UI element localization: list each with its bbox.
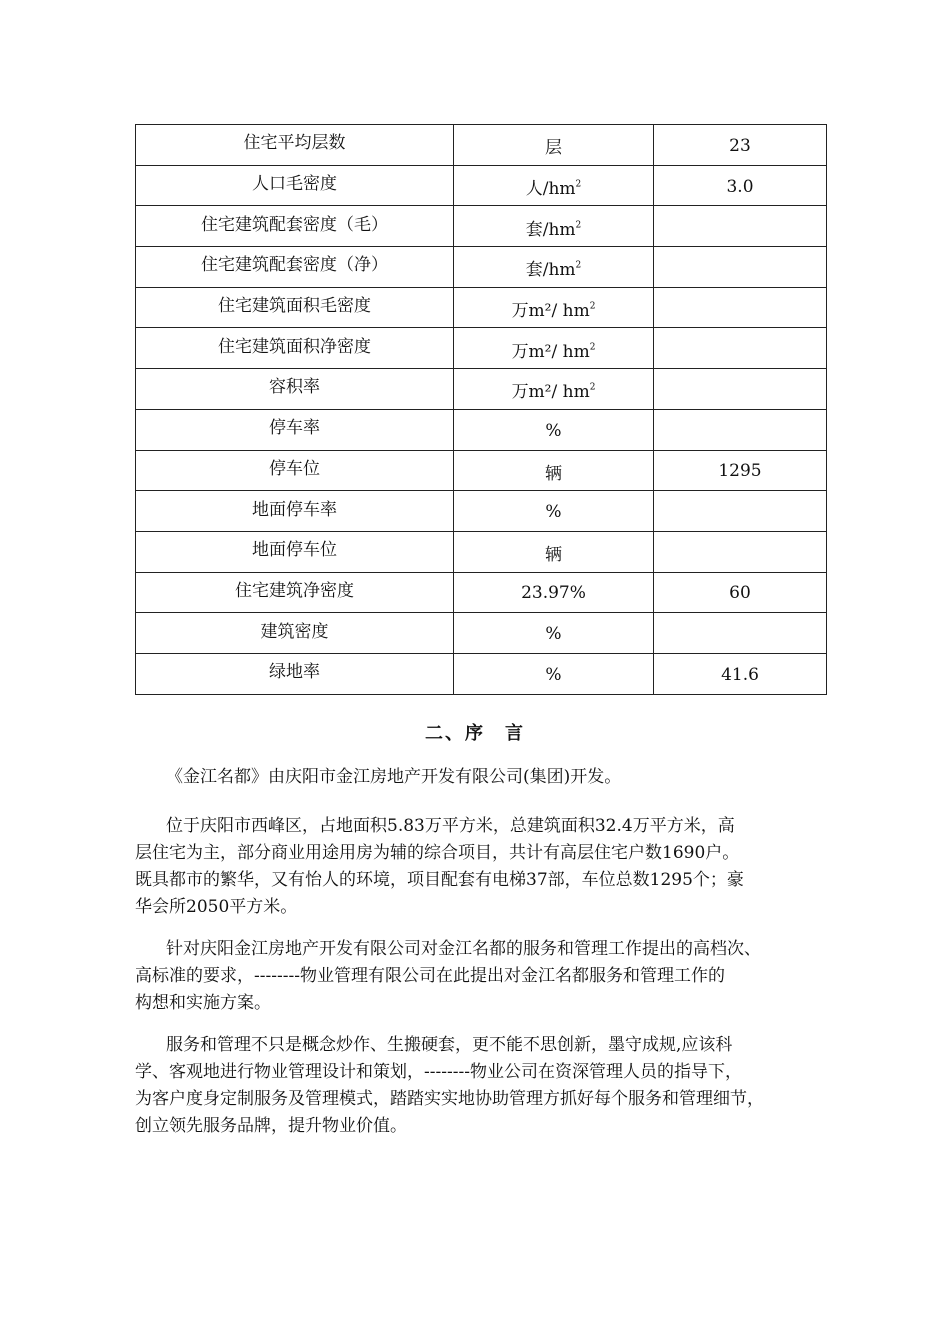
indicator-unit: 万m²/ hm (511, 382, 590, 403)
paragraph-line: 位于庆阳市西峰区，占地面积5.83万平方米，总建筑面积32.4万平方米，高 (166, 816, 735, 836)
indicator-unit: 辆 (545, 463, 562, 484)
indicator-unit-cell (454, 328, 654, 369)
paragraph-line: 针对庆阳金江房地产开发有限公司对金江名都的服务和管理工作提出的高档次、 (166, 939, 761, 959)
unit-superscript: 2 (575, 260, 582, 271)
indicator-value-cell (654, 247, 827, 288)
indicator-unit-cell (454, 165, 654, 206)
table-row (136, 125, 827, 166)
table-row (136, 531, 827, 572)
indicator-name: 人口毛密度 (252, 174, 337, 195)
paragraph-service (135, 1032, 835, 1140)
indicator-name: 停车率 (269, 418, 320, 439)
indicator-value: 23 (729, 135, 751, 156)
indicator-name-cell (136, 287, 454, 328)
indicator-value-cell (654, 613, 827, 654)
indicator-name: 绿地率 (269, 662, 320, 683)
indicator-table (135, 124, 827, 695)
unit-superscript: 2 (589, 382, 596, 393)
indicator-unit: % (545, 502, 562, 523)
table-row (136, 409, 827, 450)
indicator-value-cell (654, 287, 827, 328)
indicator-unit-cell (454, 125, 654, 166)
indicator-value-cell (654, 165, 827, 206)
indicator-unit: 层 (545, 138, 562, 159)
paragraph-requirements (135, 936, 835, 1017)
indicator-unit-cell (454, 653, 654, 694)
indicator-name: 住宅平均层数 (243, 133, 346, 154)
indicator-unit-cell (454, 491, 654, 532)
indicator-unit-cell (454, 613, 654, 654)
indicator-unit: 辆 (545, 545, 562, 566)
table-row (136, 613, 827, 654)
indicator-unit: 套/hm (525, 219, 576, 240)
indicator-unit-cell (454, 450, 654, 491)
indicator-unit: % (545, 624, 562, 645)
indicator-name-cell (136, 328, 454, 369)
table-row (136, 247, 827, 288)
unit-superscript: 2 (589, 342, 596, 353)
indicator-name: 住宅建筑净密度 (235, 580, 354, 601)
table-row (136, 653, 827, 694)
indicator-unit-cell (454, 247, 654, 288)
indicator-name-cell (136, 450, 454, 491)
indicator-value-cell (654, 572, 827, 613)
paragraph-line: 层住宅为主，部分商业用途用房为辅的综合项目，共计有高层住宅户数1690户。 (135, 843, 740, 863)
indicator-unit-cell (454, 369, 654, 410)
paragraph-line: 学、客观地进行物业管理设计和策划，--------物业公司在资深管理人员的指导下， (135, 1062, 742, 1082)
indicator-value: 1295 (718, 461, 762, 482)
table-row (136, 491, 827, 532)
indicator-value: 3.0 (726, 176, 754, 197)
indicator-value-cell (654, 653, 827, 694)
indicator-name: 住宅建筑配套密度（毛） (201, 214, 388, 235)
indicator-value-cell (654, 531, 827, 572)
table-row (136, 450, 827, 491)
indicator-unit: 人/hm (525, 179, 576, 200)
paragraph-line: 构想和实施方案。 (135, 993, 271, 1013)
indicator-unit: % (545, 664, 562, 685)
paragraph-line: 既具都市的繁华，又有怡人的环境，项目配套有电梯37部，车位总数1295个；豪 (135, 870, 744, 890)
indicator-name-cell (136, 491, 454, 532)
indicator-value-cell (654, 125, 827, 166)
paragraph-line: 高标准的要求，--------物业管理有限公司在此提出对金江名都服务和管理工作的 (135, 966, 725, 986)
indicator-name: 容积率 (269, 377, 320, 398)
indicator-unit: 万m²/ hm (511, 341, 590, 362)
paragraph-line: 华会所2050平方米。 (135, 897, 298, 917)
indicator-name-cell (136, 409, 454, 450)
indicator-unit: 套/hm (525, 260, 576, 281)
indicator-name: 停车位 (269, 458, 320, 479)
table-row (136, 165, 827, 206)
indicator-unit-cell (454, 287, 654, 328)
table-row (136, 328, 827, 369)
indicator-name-cell (136, 165, 454, 206)
indicator-value-cell (654, 206, 827, 247)
section-title: 二、序 言 (425, 723, 525, 744)
indicator-name: 建筑密度 (260, 621, 329, 642)
indicator-value: 60 (729, 583, 751, 604)
indicator-value-cell (654, 409, 827, 450)
indicator-name: 地面停车率 (252, 499, 337, 520)
table-row (136, 572, 827, 613)
paragraph-developer (135, 764, 835, 791)
indicator-unit-cell (454, 206, 654, 247)
unit-superscript: 2 (575, 220, 582, 231)
indicator-name: 住宅建筑面积毛密度 (218, 296, 371, 317)
paragraph-line: 服务和管理不只是概念炒作、生搬硬套，更不能不思创新，墨守成规,应该科 (166, 1035, 733, 1055)
paragraph-location (135, 813, 835, 921)
indicator-unit: % (545, 420, 562, 441)
indicator-unit: 23.97% (521, 583, 586, 604)
indicator-name: 住宅建筑面积净密度 (218, 336, 371, 357)
indicator-name-cell (136, 206, 454, 247)
table-row (136, 369, 827, 410)
indicator-unit-cell (454, 572, 654, 613)
indicator-name-cell (136, 613, 454, 654)
indicator-name-cell (136, 531, 454, 572)
indicator-value-cell (654, 450, 827, 491)
unit-superscript: 2 (575, 179, 582, 190)
indicator-name-cell (136, 247, 454, 288)
paragraph-line: 《金江名都》由庆阳市金江房地产开发有限公司(集团)开发。 (166, 767, 622, 787)
indicator-name: 地面停车位 (252, 540, 337, 561)
indicator-name: 住宅建筑配套密度（净） (201, 255, 388, 276)
indicator-name-cell (136, 572, 454, 613)
indicator-unit-cell (454, 409, 654, 450)
indicator-name-cell (136, 653, 454, 694)
indicator-name-cell (136, 125, 454, 166)
indicator-name-cell (136, 369, 454, 410)
indicator-value-cell (654, 328, 827, 369)
table-row (136, 287, 827, 328)
paragraph-line: 创立领先服务品牌，提升物业价值。 (135, 1116, 407, 1136)
indicator-unit-cell (454, 531, 654, 572)
indicator-value: 41.6 (721, 664, 759, 685)
paragraph-line: 为客户度身定制服务及管理模式，踏踏实实地协助管理方抓好每个服务和管理细节， (135, 1089, 764, 1109)
indicator-unit: 万m²/ hm (511, 301, 590, 322)
unit-superscript: 2 (589, 301, 596, 312)
indicator-value-cell (654, 491, 827, 532)
table-row (136, 206, 827, 247)
indicator-value-cell (654, 369, 827, 410)
